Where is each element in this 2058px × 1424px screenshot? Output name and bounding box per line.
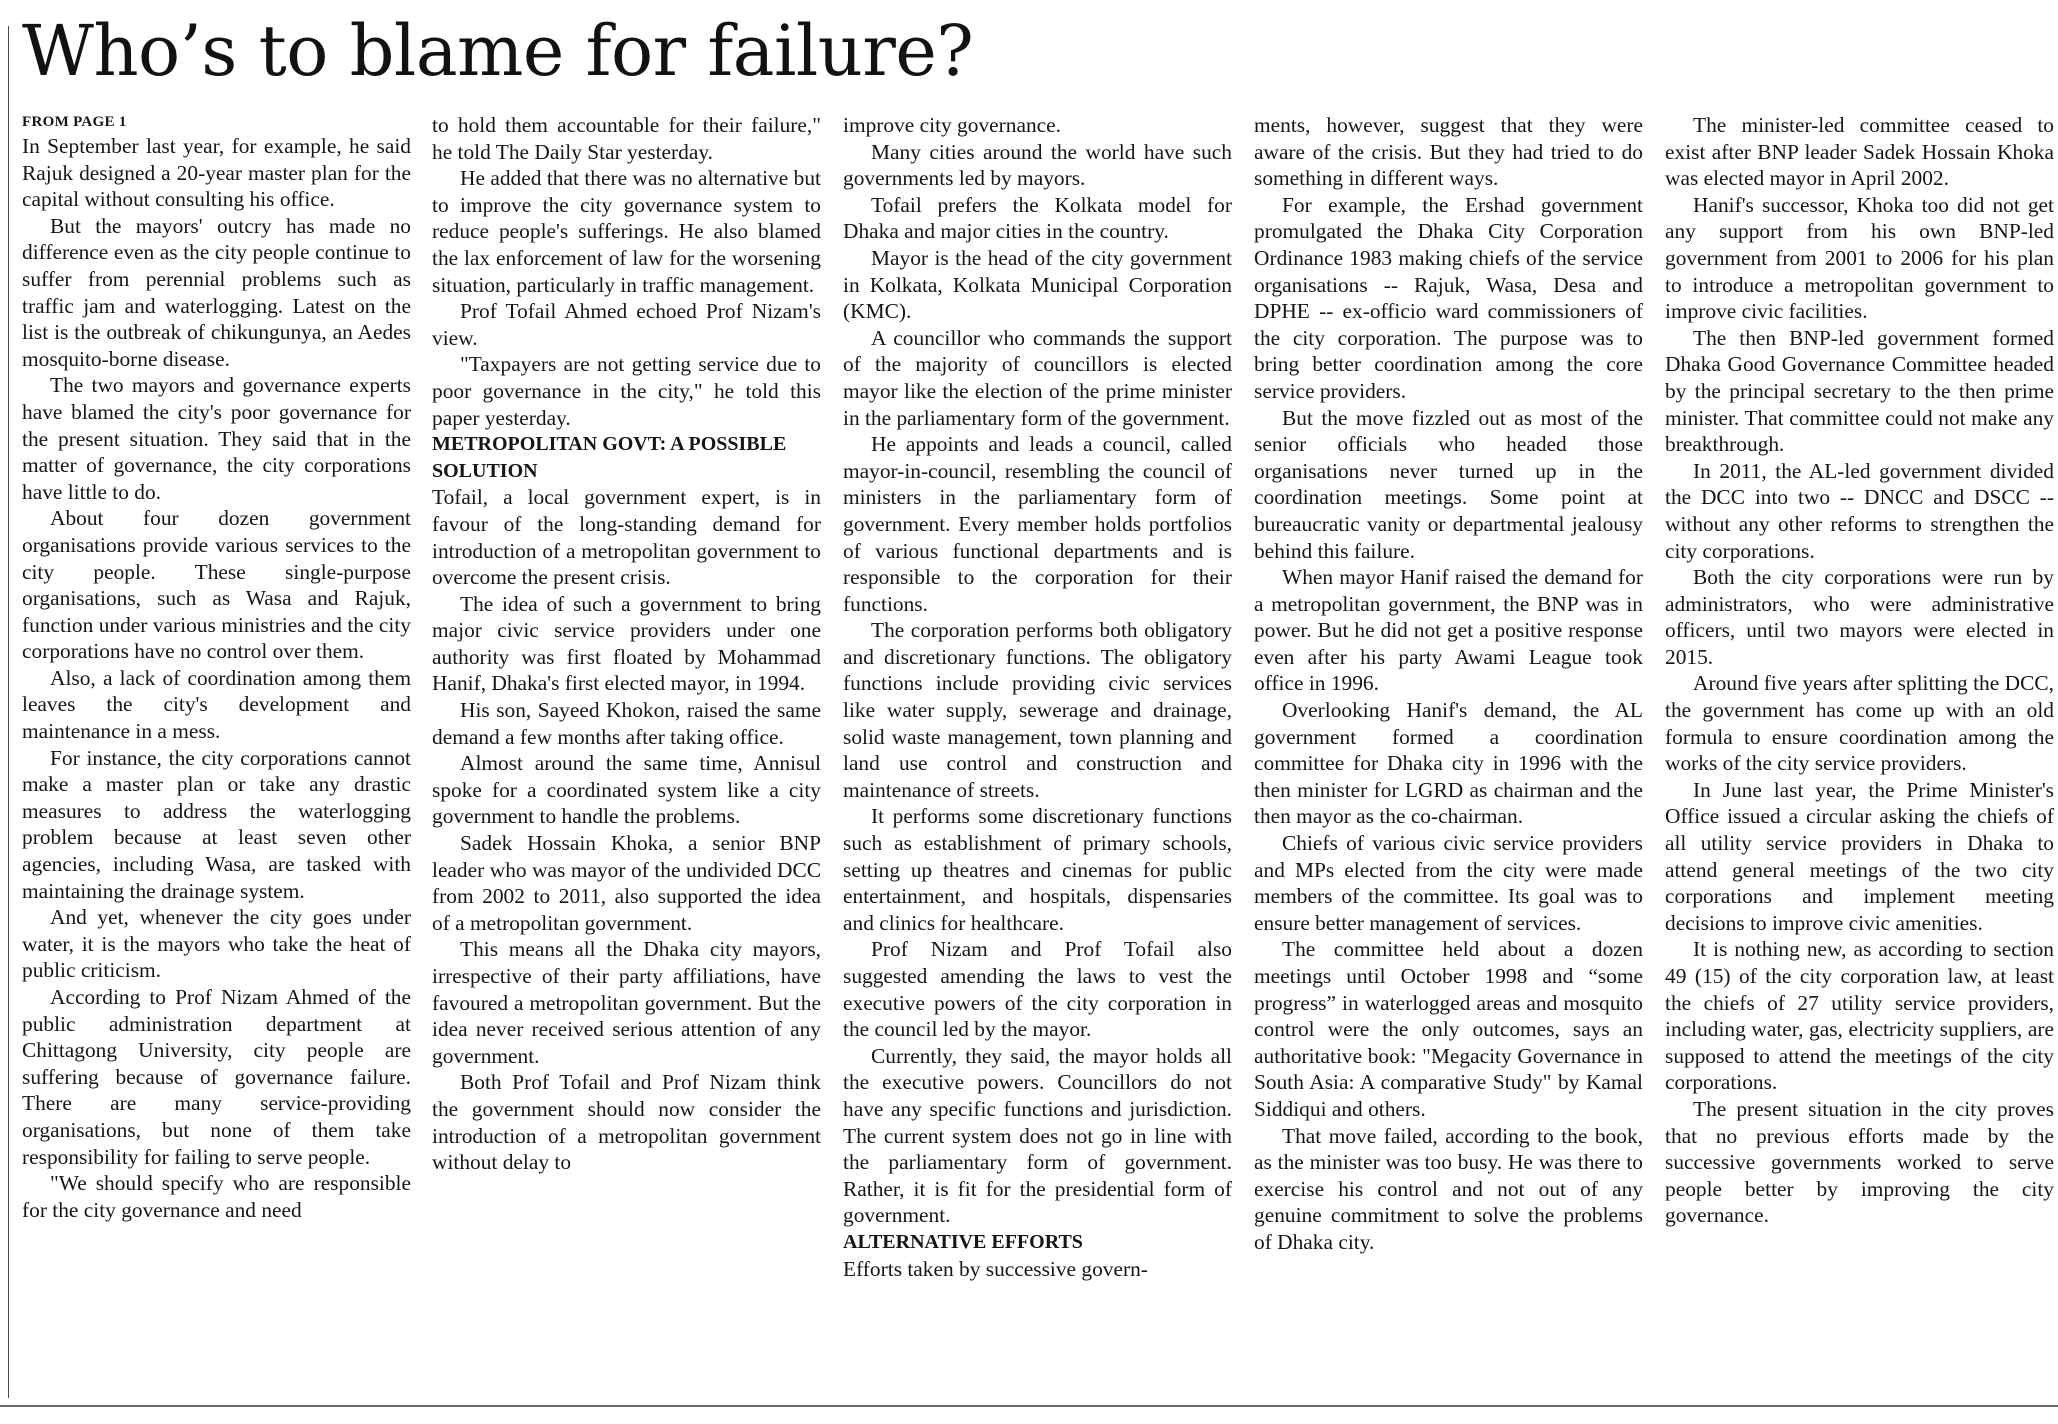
article-paragraph: Currently, they said, the mayor holds all the executive powers. Councillors do not have any specific functions and jurisdiction. The current system does not go in line with the parliamentary form of government. Rather, it is fit for the presidential form of government.	[843, 1043, 1232, 1228]
article-paragraph: The corporation performs both obligatory and discretionary functions. The obligatory functions include providing civic services like water supply, sewerage and drainage, solid waste management, town planning and land use control and construction and maintenance of streets.	[843, 618, 1232, 802]
section-subhead: ALTERNATIVE EFFORTS	[843, 1230, 1083, 1253]
article-paragraph: His son, Sayeed Khokon, raised the same demand a few months after taking office.	[432, 698, 821, 749]
bottom-rule	[0, 1405, 2058, 1407]
article-column-3	[843, 112, 1232, 1282]
article-paragraph: "We should specify who are responsible for the city governance and need	[22, 1171, 411, 1222]
article-paragraph: Tofail, a local government expert, is in favour of the long-standing demand for introduction of a metropolitan government to overcome the present crisis.	[432, 485, 821, 590]
article-paragraph: The idea of such a government to bring major civic service providers under one authority was first floated by Mohammad Hanif, Dhaka's first elected mayor, in 1994.	[432, 591, 821, 696]
article-column-4	[1254, 112, 1643, 1256]
article-paragraph: improve city governance.	[843, 113, 1061, 137]
article-paragraph: Tofail prefers the Kolkata model for Dhaka and major cities in the country.	[843, 192, 1232, 244]
article-paragraph: Efforts taken by successive govern-	[843, 1256, 1148, 1281]
article-paragraph: Chiefs of various civic service providers and MPs elected from the city were made members of the committee. Its goal was to ensure better management of services.	[1254, 831, 1643, 935]
article-paragraph: Almost around the same time, Annisul spoke for a coordinated system like a city government to handle the problems.	[432, 751, 821, 829]
article-paragraph: According to Prof Nizam Ahmed of the public administration department at Chittagong University, city people are suffering because of governance failure. There are many service-providing organisations, but none of them take responsibility for failing to serve people.	[22, 985, 411, 1169]
article-paragraph: A councillor who commands the support of the majority of councillors is elected mayor like the election of the prime minister in the parliamentary form of the government.	[843, 325, 1232, 430]
article-paragraph: The present situation in the city proves that no previous efforts made by the successive governments worked to serve people better by improving the city governance.	[1665, 1096, 2054, 1228]
article-column-2	[432, 112, 821, 1176]
article-paragraph: Overlooking Hanif's demand, the AL government formed a coordination committee for Dhaka city in 1996 with the then minister for LGRD as chairman and the then mayor as the co-chairman.	[1254, 698, 1643, 829]
article-paragraph: Sadek Hossain Khoka, a senior BNP leader who was mayor of the undivided DCC from 2002 to 2011, also supported the idea of a metropolitan government.	[432, 831, 821, 935]
article-paragraph: The minister-led committee ceased to exist after BNP leader Sadek Hossain Khoka was elected mayor in April 2002.	[1665, 113, 2054, 191]
article-paragraph: The two mayors and governance experts have blamed the city's poor governance for the present situation. They said that in the matter of governance, the city corporations have little to do.	[22, 373, 411, 504]
article-paragraph: to hold them accountable for their failure," he told The Daily Star yesterday.	[432, 113, 821, 164]
article-paragraph: In 2011, the AL-led government divided the DCC into two -- DNCC and DSCC -- without any other reforms to strengthen the city corporations.	[1665, 458, 2054, 563]
article-paragraph: Mayor is the head of the city government in Kolkata, Kolkata Municipal Corporation (KMC).	[843, 245, 1232, 324]
article-paragraph: And yet, whenever the city goes under water, it is the mayors who take the heat of public criticism.	[22, 905, 411, 983]
article-paragraph: When mayor Hanif raised the demand for a metropolitan government, the BNP was in power. But he did not get a positive response even after his party Awami League took office in 1996.	[1254, 565, 1643, 696]
article-paragraph: Both the city corporations were run by administrators, who were administrative officers, until two mayors were elected in 2015.	[1665, 565, 2054, 669]
article-paragraph: This means all the Dhaka city mayors, irrespective of their party affiliations, have favoured a metropolitan government. But the idea never received serious attention of any government.	[432, 937, 821, 1068]
article-paragraph: The then BNP-led government formed Dhaka Good Governance Committee headed by the principal secretary to the then prime minister. That committee could not make any breakthrough.	[1665, 325, 2054, 457]
article-paragraph: But the mayors' outcry has made no difference even as the city people continue to suffer from perennial problems such as traffic jam and waterlogging. Latest on the list is the outbreak of chikungunya, an Aedes mosquito-borne disease.	[22, 213, 411, 371]
kicker-label: FROM PAGE 1	[22, 114, 127, 130]
article-paragraph: It is nothing new, as according to section 49 (15) of the city corporation law, at least the chiefs of 27 utility service providers, including water, gas, electricity suppliers, are supposed to attend the meetings of the city corporations.	[1665, 937, 2054, 1095]
article-column-1	[22, 112, 411, 1223]
article-column-5	[1665, 112, 2054, 1229]
article-paragraph: Hanif's successor, Khoka too did not get any support from his own BNP-led government from 2001 to 2006 for his plan to introduce a metropolitan government to improve civic facilities.	[1665, 192, 2054, 324]
article-paragraph: In September last year, for example, he said Rajuk designed a 20-year master plan for the capital without consulting his office.	[22, 134, 411, 212]
article-paragraph: He appoints and leads a council, called mayor-in-council, resembling the council of ministers in the parliamentary form of government. Every member holds portfolios of various functional departments and is responsible to the corporation for their functions.	[843, 432, 1232, 616]
article-paragraph: In June last year, the Prime Minister's Office issued a circular asking the chiefs of all utility service providers in Dhaka to attend general meetings of the two city corporations and implement meeting decisions to improve civic amenities.	[1665, 777, 2054, 935]
article-paragraph: For instance, the city corporations cannot make a master plan or take any drastic measures to address the waterlogging problem because at least seven other agencies, including Wasa, are tasked with maintaining the drainage system.	[22, 745, 411, 903]
left-column-rule	[8, 26, 9, 1398]
article-paragraph: Around five years after splitting the DCC, the government has come up with an old formula to ensure coordination among the works of the city service providers.	[1665, 671, 2054, 776]
article-paragraph: For example, the Ershad government promulgated the Dhaka City Corporation Ordinance 1983 making chiefs of the service organisations -- Rajuk, Wasa, Desa and DPHE -- ex-officio ward commissioners of the city corporation. The purpose was to bring better coordination among the core service providers.	[1254, 192, 1643, 403]
article-paragraph: Prof Nizam and Prof Tofail also suggested amending the laws to vest the executive powers of the city corporation in the council led by the mayor.	[843, 937, 1232, 1042]
article-paragraph: Both Prof Tofail and Prof Nizam think the government should now consider the introduction of a metropolitan government without delay to	[432, 1070, 821, 1175]
article-paragraph: It performs some discretionary functions such as establishment of primary schools, setting up theatres and cinemas for public entertainment, and hospitals, dispensaries and clinics for healthcare.	[843, 804, 1232, 935]
article-paragraph: Also, a lack of coordination among them leaves the city's development and maintenance in a mess.	[22, 665, 411, 744]
article-paragraph: Many cities around the world have such governments led by mayors.	[843, 139, 1232, 191]
article-paragraph: Prof Tofail Ahmed echoed Prof Nizam's view.	[432, 299, 821, 350]
article-paragraph: That move failed, according to the book, as the minister was too busy. He was there to exercise his control and not out of any genuine commitment to solve the problems of Dhaka city.	[1254, 1123, 1643, 1254]
article-paragraph: But the move fizzled out as most of the senior officials who headed those organisations never turned up in the coordination meetings. Some point at bureaucratic vanity or departmental jealousy behind this failure.	[1254, 405, 1643, 563]
section-subhead: METROPOLITAN GOVT: A POSSIBLE SOLUTION	[432, 433, 787, 482]
article-paragraph: The committee held about a dozen meetings until October 1998 and “some progress” in waterlogged areas and mosquito control were the only outcomes, says an authoritative book: "Megacity Governance in South Asia: A comparative Study" by Kamal Siddiqui and others.	[1254, 937, 1643, 1121]
article-paragraph: About four dozen government organisations provide various services to the city people. These single-purpose organisations, such as Wasa and Rajuk, function under various ministries and the city corporations have no control over them.	[22, 506, 411, 664]
article-paragraph: ments, however, suggest that they were aware of the crisis. But they had tried to do something in different ways.	[1254, 113, 1643, 191]
article-paragraph: "Taxpayers are not getting service due to poor governance in the city," he told this paper yesterday.	[432, 352, 821, 430]
headline: Who’s to blame for failure?	[22, 10, 974, 92]
article-paragraph: He added that there was no alternative but to improve the city governance system to reduce people's sufferings. He also blamed the lax enforcement of law for the worsening situation, particularly in traffic management.	[432, 166, 821, 297]
